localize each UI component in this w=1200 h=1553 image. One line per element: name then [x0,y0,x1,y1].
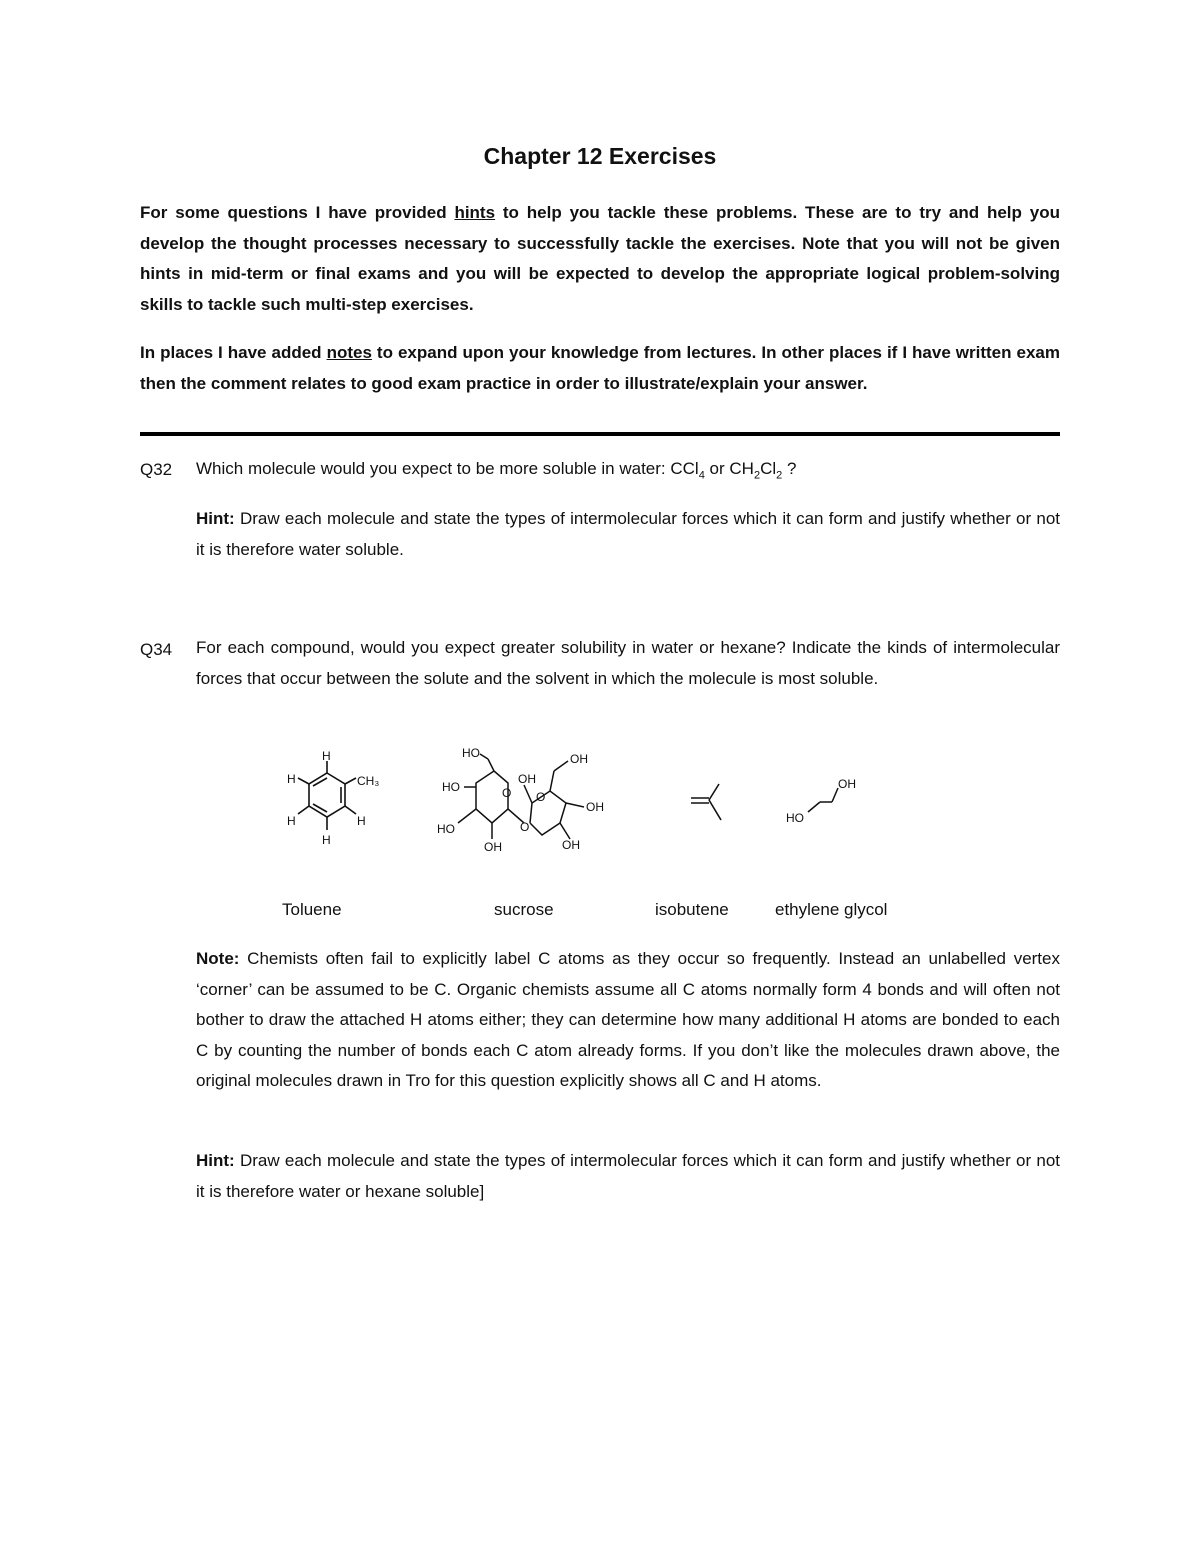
glycol-ho: HO [786,811,804,825]
question-number-q34: Q34 [140,640,173,659]
sucrose-ho-bottom-left: HO [437,822,455,836]
hint-label: Hint: [196,1151,235,1170]
q32-hint: Hint: Draw each molecule and state the types of intermolecular forces which it can form and justify whether or not it is therefore water soluble. [196,509,1060,559]
isobutene-structure [685,780,745,826]
glycol-oh: OH [838,777,856,791]
intro-paragraph-notes: In places I have added notes to expand upon your knowledge from lectures. In other places if I have written exam then the comment relates to good exam practice in order to illustrate/explain your answer. [140,343,1060,393]
molecule-label-isobutene: isobutene [655,900,729,919]
molecule-label-sucrose: sucrose [494,900,554,919]
sucrose-oh-bottom: OH [484,840,502,854]
toluene-h-bottom-right: H [357,814,366,828]
question-number-q32: Q32 [140,460,173,479]
toluene-h-left: H [287,772,296,786]
q34-hint: Hint: Draw each molecule and state the types of intermolecular forces which it can form and justify whether or not it is therefore water or hexane soluble] [196,1151,1060,1201]
toluene-h-bottom-left: H [287,814,296,828]
sucrose-oh-top-right: OH [570,752,588,766]
sucrose-oh-right: OH [586,800,604,814]
sucrose-ho-top: HO [462,746,480,760]
hint-label: Hint: [196,509,235,528]
toluene-structure [280,748,390,852]
toluene-h-top: H [322,749,331,763]
q34-note: Note: Chemists often fail to explicitly label C atoms as they occur so frequently. Instead an unlabelled vertex ‘corner’ can be assumed to be C. Organic chemists assume all C atoms normally form 4 bonds and will often not bother to draw the attached H atoms either; they can determine how many additional H atoms are bonded to each C by counting the number of bonds each C atom already forms. If you don’t like the molecules drawn above, the original molecules drawn in Tro for this question explicitly shows all C and H atoms. [196,949,1060,1090]
sucrose-oh-bottom-right: OH [562,838,580,852]
hints-keyword: hints [454,203,496,222]
sucrose-oh-mid: OH [518,772,536,786]
sucrose-ho-left: HO [442,780,460,794]
question-q32-text: Which molecule would you expect to be more soluble in water: CCl$_4$ or $CH_2Cl_2$ ? [196,459,797,482]
toluene-ch3: CH₃ [357,774,380,788]
molecule-label-ethylene-glycol: ethylene glycol [775,900,888,919]
intro-paragraph-hints: For some questions I have provided hints to help you tackle these problems. These are to try and help you develop the thought processes necessary to successfully tackle the exercises. Note that you will not be given hints in mid-term or final exams and you will be expected to develop the appropriate logical problem-solving skills to tackle such multi-step exercises. [140,203,1060,314]
section-divider [140,432,1060,436]
note-label: Note: [196,949,240,968]
sucrose-bridge-o: O [520,820,530,834]
ethylene-glycol-structure [780,770,870,830]
molecule-label-toluene: Toluene [282,900,342,919]
page-title: Chapter 12 Exercises [483,143,717,169]
sucrose-ring-o-2: O [536,790,546,804]
sucrose-structure [432,745,622,855]
notes-keyword: notes [326,343,372,362]
sucrose-ring-o-1: O [502,786,512,800]
question-q34-text: For each compound, would you expect greater solubility in water or hexane? Indicate the kinds of intermolecular forces that occur between the solute and the solvent in which the molecule is most soluble. [196,638,1060,688]
toluene-h-bottom: H [322,833,331,847]
